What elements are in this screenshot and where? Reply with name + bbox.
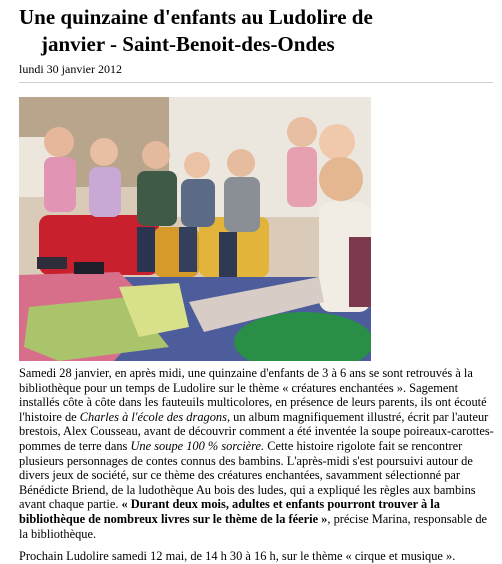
body-text-4: , précise Marina, responsable de la bibliothèque. bbox=[19, 511, 488, 541]
book-title-2: Une soupe 100 % sorcière. bbox=[130, 438, 265, 453]
publication-date: lundi 30 janvier 2012 bbox=[19, 62, 122, 76]
next-event: Prochain Ludolire samedi 12 mai, de 14 h 30 à 16 h, sur le thème « cirque et musique ». bbox=[19, 549, 456, 564]
divider bbox=[19, 82, 493, 83]
article-title bbox=[19, 4, 494, 58]
article-title-line-1: Une quinzaine d'enfants au Ludolire de bbox=[19, 5, 373, 29]
body-text-1: Samedi 28 janvier, en après midi, une quinzaine d'enfants de 3 à 6 ans se sont retrouvés à la bibliothèque pour un temps de Ludolire sur le thème « créatures enchantées ». Sagement installés côte à côte dans les fauteuils multicolores, en présence de leurs parents, ils ont écouté l'histoire de bbox=[19, 366, 487, 424]
article-title-line-2: janvier - Saint-Benoit-des-Ondes bbox=[41, 32, 335, 56]
article-photo bbox=[19, 97, 371, 361]
body-text-2: , un album magnifiquement illustré, écrit par l'auteur brestois, Alex Cousseau, avant de découvrir comment a été inventée la soupe poireaux-carottes-pommes de terre dans bbox=[19, 409, 494, 453]
children-reading-photo bbox=[19, 97, 371, 361]
body-text-3: Cette histoire rigolote fait se rencontrer plusieurs personnages de contes connus des bambins. L'après-midi s'est poursuivi autour de divers jeux de société, sur ce thème des créatures enchantées, savamment sélectionné par Bénédicte Briend, de la ludothèque Au bois des ludes, qui a expliqué les règles aux bambins avant chaque partie. bbox=[19, 438, 476, 512]
article-body bbox=[19, 366, 499, 564]
book-title-1: Charles à l'école des dragons bbox=[79, 409, 227, 424]
quote: « Durant deux mois, adultes et enfants pourront trouver à la bibliothèque de nombreux livres sur le thème de la féerie » bbox=[19, 497, 440, 526]
main-paragraph bbox=[19, 366, 499, 541]
